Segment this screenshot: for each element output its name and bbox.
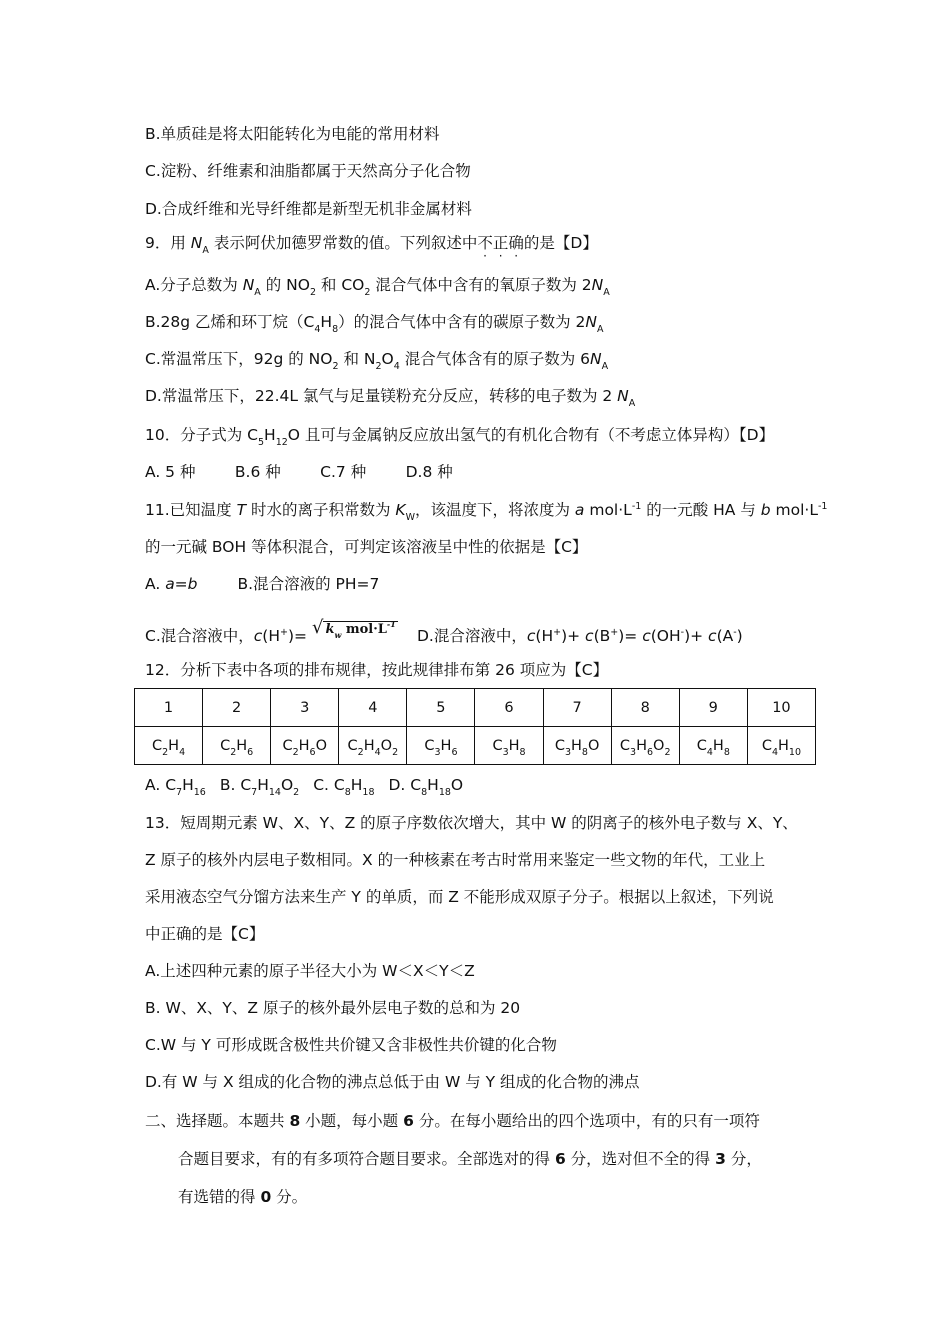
table-formula-cell: $C_4H_{10}$	[747, 727, 815, 765]
question-13-line2: Z 原子的核外内层电子数相同。X 的一种核素在考古时常用来鉴定一些文物的年代，工业上	[145, 851, 766, 869]
question-13-line4: 中正确的是【C】	[145, 925, 265, 943]
table-header-cell: 10	[747, 689, 815, 727]
table-formula-cell: $C_4H_8$	[679, 727, 747, 765]
option-12-c: C. $C_8H_{18}$	[313, 776, 375, 798]
table-header-cell: 3	[271, 689, 339, 727]
table-formula-cell: $C_3H_8$	[475, 727, 543, 765]
table-header-cell: 8	[611, 689, 679, 727]
table-formula-row	[135, 727, 816, 765]
table-header-cell: 6	[475, 689, 543, 727]
section-2-line2: 合题目要求，有的有多项符合题目要求。全部选对的得 6 分，选对但不全的得 3 分，	[178, 1150, 762, 1168]
table-header-cell: 4	[339, 689, 407, 727]
table-formula-cell: $C_2H_4$	[135, 727, 203, 765]
emphasis-not-correct: 不正确	[477, 234, 524, 252]
option-9c: C.常温常压下，92g 的 $NO_2$ 和 $N_2O_4$ 混合气体含有的原子数为 $6N_A$	[145, 350, 609, 372]
table-formula-cell: $C_3H_6O_2$	[611, 727, 679, 765]
option-8c: C.淀粉、纤维素和油脂都属于天然高分子化合物	[145, 162, 471, 180]
section-2-line1: 二、选择题。本题共 8 小题，每小题 6 分。在每小题给出的四个选项中，有的只有一项符	[145, 1112, 760, 1130]
table-header-cell: 2	[203, 689, 271, 727]
option-9d: D.常温常压下，22.4L 氯气与足量镁粉充分反应，转移的电子数为 2 $N_A$	[145, 387, 636, 409]
option-13b: B. W、X、Y、Z 原子的核外最外层电子数的总和为 20	[145, 999, 521, 1017]
option-13d: D.有 W 与 X 组成的化合物的沸点总低于由 W 与 Y 组成的化合物的沸点	[145, 1073, 640, 1091]
option-12-d: D. $C_8H_{18}O$	[388, 776, 464, 798]
option-13a: A.上述四种元素的原子半径大小为 W＜X＜Y＜Z	[145, 962, 475, 980]
question-11-line1: 11.已知温度 T 时水的离子积常数为 $K_W$，该温度下，将浓度为 a $mol\cdot L^{-1}$ 的一元酸 HA 与 b $mol\cdot L^{-1}$	[145, 501, 828, 523]
table-header-row	[135, 689, 816, 727]
question-13-line1: 13．短周期元素 W、X、Y、Z 的原子序数依次增大，其中 W 的阴离子的核外电子数与 X、Y、	[145, 814, 798, 832]
question-10: 10．分子式为 $C_5H_{12}O$ 且可与金属钠反应放出氢气的有机化合物有（不考虑立体异构）【D】	[145, 426, 775, 448]
table-formula-cell: $C_2H_6$	[203, 727, 271, 765]
option-8b: B.单质硅是将太阳能转化为电能的常用材料	[145, 125, 440, 143]
table-header-cell: 7	[543, 689, 611, 727]
question-12: 12．分析下表中各项的排布规律，按此规律排布第 26 项应为【C】	[145, 661, 609, 679]
table-formula-cell: $C_3H_6$	[407, 727, 475, 765]
question-9: 9．用 $N_A$ 表示阿伏加德罗常数的值。下列叙述中不正确的是【D】	[145, 234, 598, 256]
option-9a: A.分子总数为 $N_A$ 的 $NO_2$ 和 $CO_2$ 混合气体中含有的氧原子数为 $2N_A$	[145, 276, 610, 298]
section-2-line3: 有选错的得 0 分。	[178, 1188, 308, 1206]
table-formula-cell: $C_2H_4O_2$	[339, 727, 407, 765]
options-12	[145, 774, 463, 796]
sqrt-formula-image: √ $k_w$ $mol\cdot L^{-1}$	[311, 617, 396, 640]
option-11d: D.混合溶液中，c(H+)+ c(B+)= c(OH-)+ c(A-)	[417, 627, 743, 645]
options-11ab: A. a=b B.混合溶液的 PH=7	[145, 575, 380, 593]
question-13-line3: 采用液态空气分馏方法来生产 Y 的单质，而 Z 不能形成双原子分子。根据以上叙述，下列说	[145, 888, 774, 906]
option-11c: C.混合溶液中，c(H+)= √ $k_w$ $mol\cdot L^{-1}$	[145, 617, 396, 645]
table-header-cell: 9	[679, 689, 747, 727]
option-8d: D.合成纤维和光导纤维都是新型无机非金属材料	[145, 200, 472, 218]
sequence-table	[134, 688, 816, 765]
table-header-cell: 1	[135, 689, 203, 727]
question-11-line2: 的一元碱 BOH 等体积混合，可判定该溶液呈中性的依据是【C】	[145, 538, 588, 556]
table-formula-cell: $C_2H_6O$	[271, 727, 339, 765]
option-12-b: B. $C_7H_{14}O_2$	[219, 776, 300, 798]
option-9b: B.28g 乙烯和环丁烷$(C_4H_8)$的混合气体中含有的碳原子数为 $2N_A$	[145, 313, 604, 335]
table-formula-cell: $C_3H_8O$	[543, 727, 611, 765]
options-10: A. 5 种 B.6 种 C.7 种 D.8 种	[145, 463, 453, 481]
option-12-a: A. $C_7H_{16}$	[145, 776, 206, 798]
table-header-cell: 5	[407, 689, 475, 727]
option-13c: C.W 与 Y 可形成既含极性共价键又含非极性共价键的化合物	[145, 1036, 557, 1054]
